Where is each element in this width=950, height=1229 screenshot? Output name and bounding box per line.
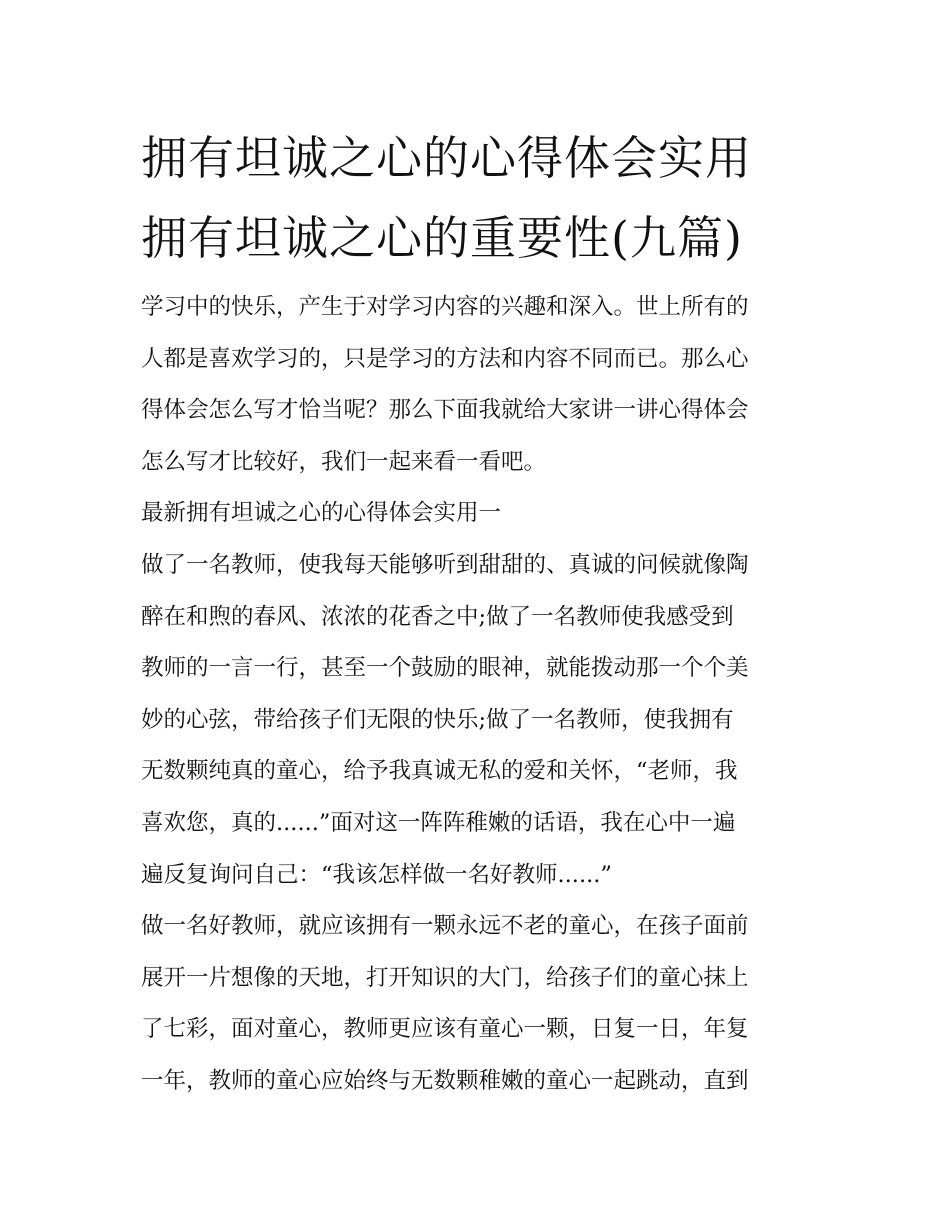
- paragraph-line: 无数颗纯真的童心，给予我真诚无私的爱和关怀，“老师，我: [141, 758, 738, 785]
- paragraph-line: 遍反复询问自己：“我该怎样做一名好教师......”: [141, 861, 612, 888]
- paragraph-line: 了七彩，面对童心，教师更应该有童心一颗，日复一日，年复: [141, 1016, 749, 1043]
- document-title: [141, 118, 821, 278]
- paragraph-line: 醉在和煦的春风、浓浓的花香之中;做了一名教师使我感受到: [141, 603, 734, 630]
- paragraph-line: 做一名好教师，就应该拥有一颗永远不老的童心，在孩子面前: [141, 913, 749, 940]
- paragraph-line: 教师的一言一行，甚至一个鼓励的眼神，就能拨动那一个个美: [141, 655, 749, 682]
- paragraph-line: 喜欢您，真的......”面对这一阵阵稚嫩的话语，我在心中一遍: [141, 809, 736, 836]
- title-line: 拥有坦诚之心的心得体会实用: [141, 131, 752, 185]
- document-body: [141, 282, 821, 1108]
- paragraph-line: 学习中的快乐，产生于对学习内容的兴趣和深入。世上所有的: [141, 294, 749, 320]
- paragraph-line: 得体会怎么写才恰当呢？那么下面我就给大家讲一讲心得体会: [141, 397, 749, 424]
- paragraph-line: 展开一片想像的天地，打开知识的大门，给孩子们的童心抹上: [141, 964, 749, 991]
- paragraph-line: 怎么写才比较好，我们一起来看一看吧。: [141, 448, 547, 475]
- paragraph-line: 妙的心弦，带给孩子们无限的快乐;做了一名教师，使我拥有: [141, 706, 734, 733]
- paragraph-line: 做了一名教师，使我每天能够听到甜甜的、真诚的问候就像陶: [141, 551, 749, 578]
- section-heading: 最新拥有坦诚之心的心得体会实用一: [141, 500, 502, 527]
- document-content: [141, 118, 821, 1108]
- paragraph-line: 一年，教师的童心应始终与无数颗稚嫩的童心一起跳动，直到: [141, 1067, 749, 1094]
- title-line: 拥有坦诚之心的重要性(九篇): [141, 211, 743, 265]
- paragraph-line: 人都是喜欢学习的，只是学习的方法和内容不同而已。那么心: [141, 345, 749, 372]
